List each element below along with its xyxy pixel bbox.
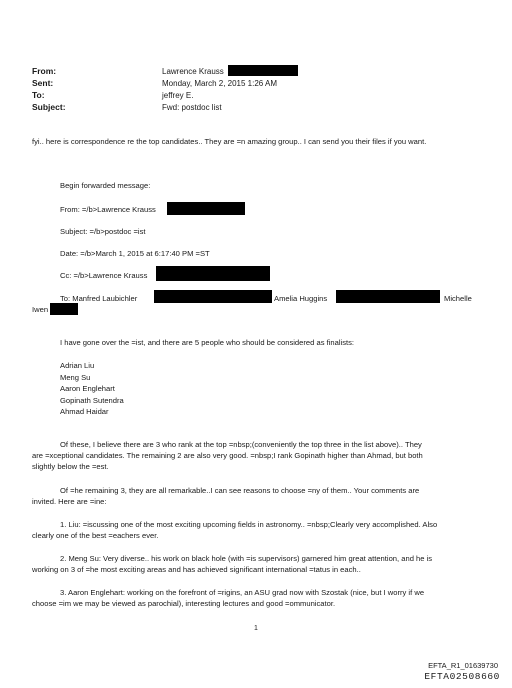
finalist-item: Adrian Liu: [60, 361, 95, 370]
body-paragraph-4-line-2: clearly one of the best =eachers ever.: [32, 531, 159, 540]
forward-begin: Begin forwarded message:: [60, 181, 151, 190]
body-paragraph-3-line-1: Of =he remaining 3, they are all remarkable..I can see reasons to choose =ny of them.. Your comments are: [60, 486, 420, 495]
page-number: 1: [254, 625, 258, 632]
forward-to-name3: Michelle: [444, 294, 472, 303]
body-paragraph-2-line-2: are =xceptional candidates. The remaining 2 are also very good. =nbsp;I rank Gopinath higher than Ahmad, but both: [32, 451, 423, 460]
body-paragraph-2-line-1: Of these, I believe there are 3 who rank at the top =nbsp;(conveniently the top three in the list above).. They: [60, 440, 422, 449]
redaction-forward-from: [167, 202, 245, 215]
to-value: jeffrey E.: [162, 91, 194, 100]
forward-to-name2: Amelia Huggins: [274, 294, 328, 303]
sent-value: Monday, March 2, 2015 1:26 AM: [162, 79, 278, 88]
body-paragraph-3-line-2: invited. Here are =ine:: [32, 497, 107, 506]
intro-line: fyi.. here is correspondence re the top candidates.. They are =n amazing group.. I can send you their files if you want.: [32, 137, 427, 146]
body-paragraph-6-line-2: choose =im we may be viewed as parochial), interesting lectures and good =ommunicator.: [32, 599, 336, 608]
forward-from: From: =/b>Lawrence Krauss: [60, 205, 156, 214]
forward-to-cont: Iwen: [32, 305, 49, 314]
body-paragraph-4-line-1: 1. Liu: =iscussing one of the most exciting upcoming fields in astronomy.. =nbsp;Clearly very accomplished. Also: [60, 520, 438, 529]
body-paragraph-1: I have gone over the =ist, and there are 5 people who should be considered as finalists:: [60, 338, 355, 347]
forward-to: To: Manfred Laubichler: [60, 294, 138, 303]
finalist-item: Meng Su: [60, 373, 91, 382]
to-label: To:: [32, 90, 45, 100]
redaction-from: [228, 65, 298, 76]
forward-date: Date: =/b>March 1, 2015 at 6:17:40 PM =ST: [60, 249, 210, 258]
forward-subject: Subject: =/b>postdoc =ist: [60, 227, 146, 236]
finalist-item: Ahmad Haidar: [60, 407, 109, 416]
from-label: From:: [32, 66, 57, 76]
body-paragraph-6-line-1: 3. Aaron Englehart: working on the forefront of =rigins, an ASU grad now with Szostak (nice, but I worry if we: [60, 588, 425, 597]
footer-id-2: EFTA02508660: [424, 671, 500, 682]
subject-value: Fwd: postdoc list: [162, 103, 222, 112]
body-paragraph-5-line-2: working on 3 of =he most exciting areas and has achieved significant international =tatus in each..: [32, 565, 361, 574]
from-value: Lawrence Krauss: [162, 67, 224, 76]
finalist-item: Gopinath Sutendra: [60, 396, 124, 405]
subject-label: Subject:: [32, 102, 66, 112]
redaction-forward-to-3: [50, 303, 78, 315]
redaction-forward-to-1: [154, 290, 272, 303]
forward-cc: Cc: =/b>Lawrence Krauss: [60, 271, 148, 280]
footer-id-1: EFTA_R1_01639730: [428, 661, 498, 670]
body-paragraph-2-line-3: slightly below the =est.: [32, 462, 109, 471]
body-paragraph-5-line-1: 2. Meng Su: Very diverse.. his work on black hole (with =is supervisors) garnered him great attention, and he is: [60, 554, 433, 563]
finalist-item: Aaron Englehart: [60, 384, 115, 393]
redaction-forward-to-2: [336, 290, 440, 303]
redaction-forward-cc: [156, 266, 270, 281]
sent-label: Sent:: [32, 78, 54, 88]
